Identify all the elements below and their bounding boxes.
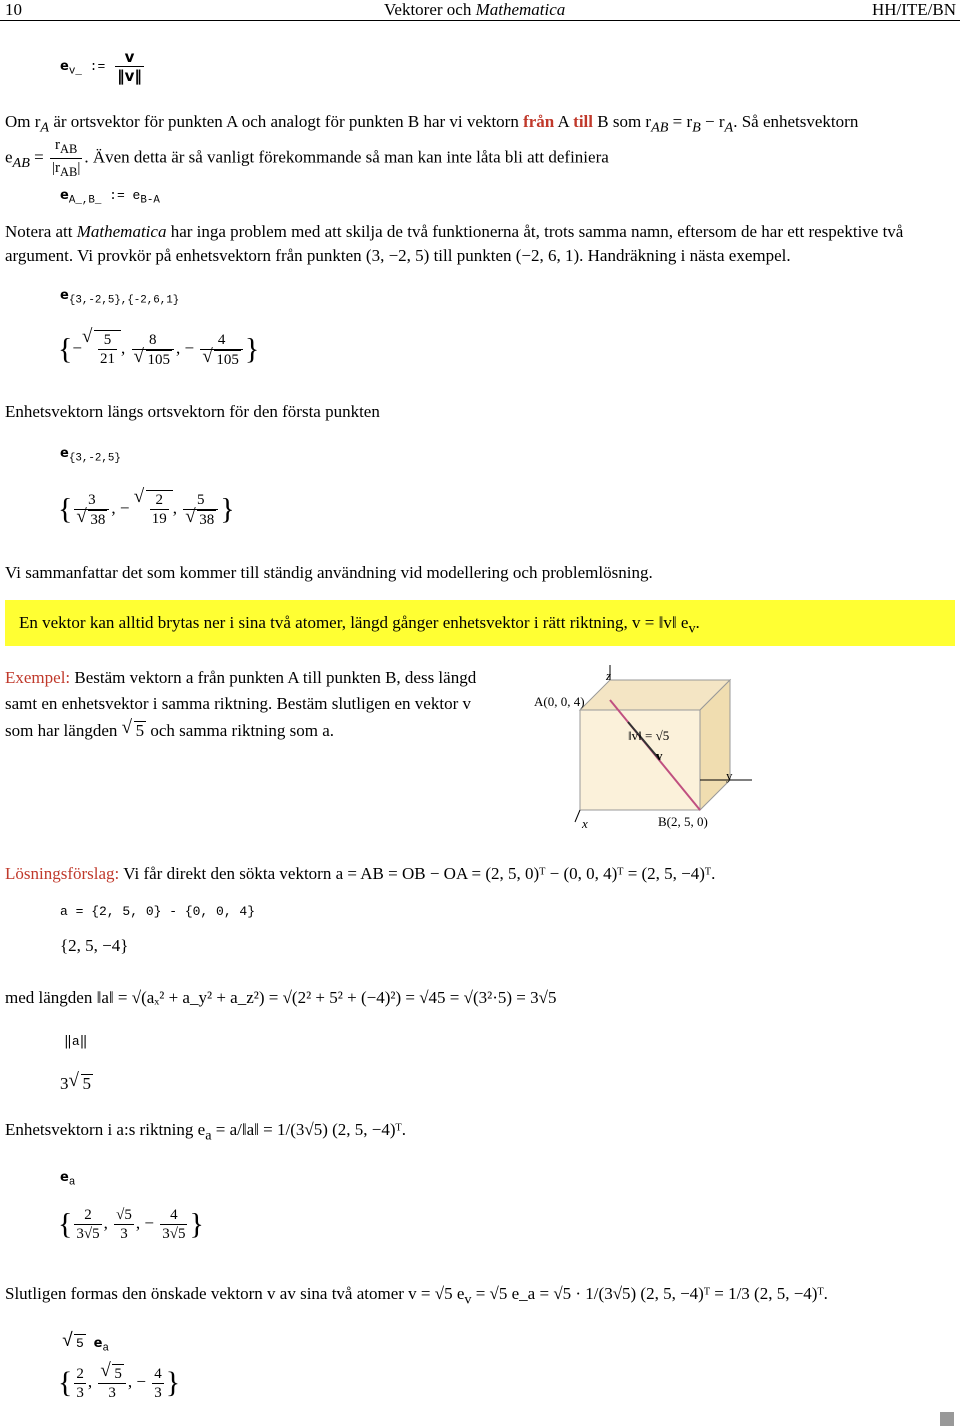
para-notera-line2: argument. Vi provkör på enhetsvektorn från punkten (3, −2, 5) till punkten (−2, 6, 1). Handräkning i nästa exempel. <box>5 246 791 265</box>
example-line3: som har längden √ 5 och samma riktning som a. <box>5 721 334 741</box>
text-first-point: Enhetsvektorn längs ortsvektorn för den första punkten <box>5 402 380 421</box>
highlight-text: En vektor kan alltid brytas ner i sina två atomer, längd gånger enhetsvektor i rätt riktning, v = ‖v‖ $e_v$. <box>19 613 700 637</box>
example-line2: samt en enhetsvektor i samma riktning. Bestäm slutligen en vektor v <box>5 694 471 713</box>
x-label: x <box>582 816 588 831</box>
v-label: v <box>656 748 663 763</box>
norm-label: ‖v‖ = √5 <box>628 728 670 743</box>
output-cell-2: { 3 √ 38 , − √ $\frac{2}{19}$ , 5 √ 38 } <box>58 490 235 529</box>
final-line: Slutligen formas den önskade vektorn v av sina två atomer v = √5 $e_v = √5$ e_a = √5 · 1/(3√5) (2, 5, −4)ᵀ = 1/3 (2, 5, −4)ᵀ. <box>5 1284 828 1308</box>
input-cell-2: $e_{\{3,-2,5\}}$ <box>60 446 121 465</box>
para-ortsvektor-line2: $e_{AB}$ = $\frac{r_{AB}}{|r_{AB}|}$ . Även detta är så vanligt förekommande så man kan inte låta bli att definiera <box>5 137 609 179</box>
input-cell-5: $e_a$ <box>60 1170 76 1189</box>
para-ortsvektor: Om $r_A$ är ortsvektor för punkten A och analogt för punkten B har vi vektorn från A till B som $r_{AB} = r_B - r_A$. Så enhetsvektorn <box>5 112 859 136</box>
text-summary: Vi sammanfattar det som kommer till ständig användning vid modellering och problemlösning. <box>5 563 653 582</box>
output-cell-5: { $\frac{2}{3√5}$ , $\frac{√5}{3}$ , − $\frac{4}{3√5}$ } <box>58 1207 204 1242</box>
point-b-label: B(2, 5, 0) <box>658 814 708 829</box>
input-cell-6: √ 5 $e_a$ <box>62 1334 109 1355</box>
solution-line: Lösningsförslag: Vi får direkt den sökta vektorn a = AB = OB − OA = (2, 5, 0)ᵀ − (0, 0, 4)ᵀ = (2, 5, −4)ᵀ. <box>5 864 716 883</box>
input-cell-4: ‖a‖ <box>64 1034 88 1049</box>
unit-vector-line: Enhetsvektorn i a:s riktning $e_a$ = a/‖a‖ = 1/(3√5) (2, 5, −4)ᵀ. <box>5 1120 406 1144</box>
running-title: Vektorer och Mathematica <box>384 0 566 19</box>
output-cell-1: {− √ $\frac{5}{21}$ , 8 √ 105 , − 4 √ 105 } <box>58 330 259 369</box>
def-unit-vector: $e_{v\_}$ := $\frac{v}{‖v‖}$ <box>60 48 142 85</box>
input-cell-3: a = {2, 5, 0} - {0, 0, 4} <box>60 904 256 919</box>
output-cell-3: {2, 5, −4} <box>60 936 129 955</box>
def-unit-vector-ab: $e_{A\_,B\_}$ := $e_{B-A}$ <box>60 188 160 207</box>
page-corner-mark <box>940 1412 954 1426</box>
output-cell-6: { $\frac{2}{3}$ , √ $\frac{5}{3}$ , − $\frac{4}{3}$ } <box>58 1364 180 1402</box>
box-figure <box>530 660 760 832</box>
input-cell-1: $e_{\{3,-2,5\},\{-2,6,1\}}$ <box>60 288 180 307</box>
running-right: HH/ITE/BN <box>871 0 956 19</box>
point-a-label: A(0, 0, 4) <box>534 694 585 709</box>
para-notera: Notera att Mathematica har inga problem med att skilja de två funktionerna åt, trots samma namn, eftersom de har ett respektive två <box>5 222 904 241</box>
box-front-face <box>580 710 700 810</box>
length-line: med längden ‖a‖ = √(aₓ² + a_y² + a_z²) = √(2² + 5² + (−4)²) = √45 = √(3²·5) = 3√5 <box>5 988 557 1007</box>
example-line1: Exempel: Bestäm vektorn a från punkten A till punkten B, dess längd <box>5 668 477 687</box>
page-number: 10 <box>5 0 22 19</box>
page-header <box>0 0 960 21</box>
z-label: z <box>606 668 612 683</box>
y-label: y <box>726 768 733 783</box>
output-cell-4: 3√ 5 <box>60 1074 93 1094</box>
highlight-box <box>5 600 955 646</box>
x-axis <box>575 810 580 822</box>
